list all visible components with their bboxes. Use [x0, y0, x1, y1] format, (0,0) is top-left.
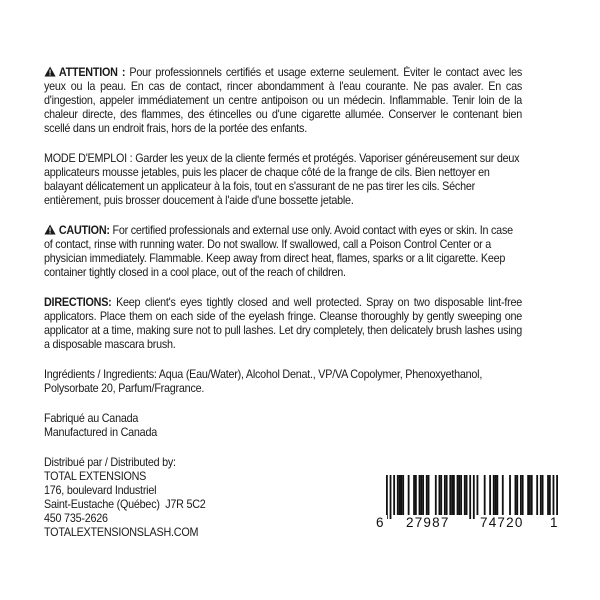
barcode-bar	[413, 475, 415, 515]
barcode-bar	[386, 475, 388, 519]
barcode-bar	[495, 475, 497, 515]
origin-block	[44, 412, 522, 440]
barcode-bar	[542, 475, 544, 515]
barcode-bar	[509, 475, 511, 515]
fr-directions-text: Garder les yeux de la cliente fermés et protégés. Vaporiser généreusement sur deux applicateurs mousse jetables, puis les placer de chaque côté de la frange de cils. Bien nettoyer en balayant délicatement un applicateur à la fois, tout en s'assurant de ne pas tirer les cils. Sécher entièrement, puis brosser doucement à l'aide d'une bossette jetable.	[44, 152, 520, 207]
barcode-bar	[527, 475, 529, 515]
warning-triangle-icon	[44, 66, 56, 77]
fr-directions-heading: MODE D'EMPLOI :	[44, 152, 133, 165]
barcode-bar	[464, 475, 466, 515]
barcode-bar	[415, 475, 417, 515]
barcode-bar	[529, 475, 531, 515]
barcode-bar	[547, 475, 549, 515]
barcode-bar	[428, 475, 430, 515]
barcode-bar	[449, 475, 451, 515]
barcode-left-digits: 27987	[406, 515, 450, 530]
barcode-bar	[460, 475, 462, 515]
fr-warning-paragraph	[44, 66, 522, 136]
en-warning-paragraph	[44, 224, 522, 280]
barcode-bar	[402, 475, 404, 515]
barcode-bar	[446, 475, 448, 515]
barcode-bar	[493, 475, 495, 515]
en-directions-text: Keep client's eyes tightly closed and well protected. Spray on two disposable lint-free applicators. Place them on each side of the eyelash fringe. Cleanse thoroughly by gently sweeping one applicator at a time, making sure not to pull lashes. Let dry completely, then delicately brush lashes using a disposable mascara brush.	[44, 296, 523, 351]
product-label	[44, 66, 522, 540]
barcode-bar	[419, 475, 421, 515]
barcode-bar	[473, 475, 475, 519]
en-directions-heading: DIRECTIONS:	[44, 296, 112, 309]
barcode-bar	[451, 475, 453, 515]
barcode-check-digit: 1	[550, 515, 559, 530]
barcode-bar	[400, 475, 402, 515]
barcode-bar	[477, 475, 479, 515]
barcode-bar	[393, 475, 395, 515]
barcode-bar	[522, 475, 524, 515]
barcode-bar	[420, 475, 422, 515]
distributor-street: 176, boulevard Industriel	[44, 484, 157, 497]
origin-fr: Fabriqué au Canada	[44, 412, 139, 425]
barcode-bar	[435, 475, 437, 515]
distributor-label: Distribué par / Distributed by:	[44, 456, 176, 469]
barcode-bar	[484, 475, 486, 515]
barcode-right-digits: 74720	[480, 515, 524, 530]
barcode-bar	[422, 475, 424, 515]
distributor-city: Saint-Eustache (Québec) J7R 5C2	[44, 498, 206, 511]
barcode-bar	[453, 475, 455, 515]
distributor-phone: 450 735-2626	[44, 512, 108, 525]
upc-barcode	[374, 475, 560, 535]
ingredients-paragraph: Ingrédients / Ingredients: Aqua (Eau/Water), Alcohol Denat., VP/VA Copolymer, Phenoxyethanol, Polysorbate 20, Parfum/Fragrance.	[44, 368, 483, 395]
barcode-bar	[540, 475, 542, 515]
barcode-bar	[440, 475, 442, 515]
barcode-bar	[536, 475, 538, 515]
barcode-bars	[386, 475, 558, 519]
barcode-bar	[469, 475, 471, 519]
origin-en: Manufactured in Canada	[44, 426, 157, 439]
barcode-bar	[515, 475, 517, 515]
barcode-bar	[516, 475, 518, 515]
distributor-company: TOTAL EXTENSIONS	[44, 470, 147, 483]
barcode-bar	[439, 475, 441, 515]
warning-triangle-icon	[44, 224, 56, 235]
barcode-bar	[426, 475, 428, 515]
barcode-bar	[531, 475, 533, 515]
fr-warning-heading: ATTENTION :	[58, 66, 126, 79]
barcode-bar	[496, 475, 498, 515]
en-warning-heading: CAUTION:	[58, 224, 110, 237]
barcode-bar	[390, 475, 392, 519]
barcode-bar	[408, 475, 410, 515]
barcode-bar	[489, 475, 491, 515]
barcode-bar	[466, 475, 468, 515]
fr-warning-text: Pour professionnels certifiés et usage externe seulement. Éviter le contact avec les yeux ou la peau. En cas de contact, rincer abondamment à l'eau courante. Ne pas avaler. En cas d'ingestion, appeler immédiatement un centre antipoison ou un médecin. Inflammable. Tenir loin de la chaleur directe, des flammes, des étincelles ou d'une cigarette allumée. Conserver le contenant bien scellé dans un endroit frais, hors de la portée des enfants.	[44, 66, 523, 135]
en-directions-paragraph	[44, 296, 522, 352]
en-warning-text: For certified professionals and external use only. Avoid contact with eyes or skin. In case of contact, rinse with running water. Do not swallow. If swallowed, call a Poison Control Center or a physician immediately. Flammable. Keep away from direct heat, flames, sparks or a lit cigarette. Keep container tightly closed in a cool place, out of the reach of children.	[44, 224, 513, 279]
barcode-bar	[553, 475, 555, 519]
barcode-bar	[502, 475, 504, 515]
barcode-bar	[397, 475, 399, 515]
barcode-bar	[549, 475, 551, 515]
barcode-bar	[444, 475, 446, 515]
distributor-website: TOTALEXTENSIONSLASH.COM	[44, 526, 199, 539]
barcode-bar	[520, 475, 522, 515]
barcode-bar	[457, 475, 459, 515]
fr-directions-paragraph	[44, 152, 522, 208]
barcode-system-digit: 6	[376, 515, 385, 530]
barcode-bar	[556, 475, 558, 519]
barcode-bar	[458, 475, 460, 515]
barcode-digits	[374, 515, 560, 533]
barcode-bar	[399, 475, 401, 515]
